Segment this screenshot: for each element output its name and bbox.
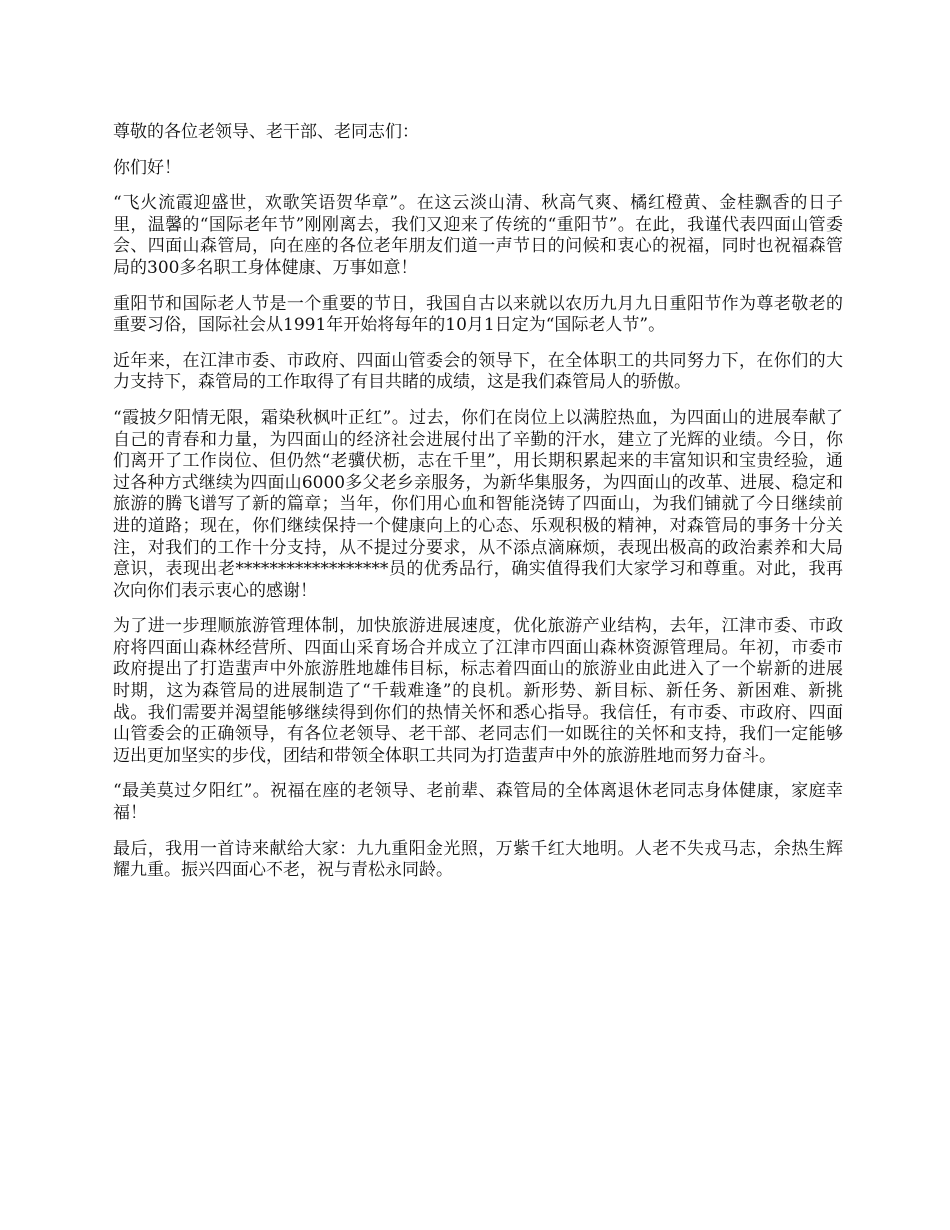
- body-paragraph-achievements: 近年来，在江津市委、市政府、四面山管委会的领导下，在全体职工的共同努力下，在你们的大力支持下，森管局的工作取得了有目共睹的成绩，这是我们森管局人的骄傲。: [113, 350, 843, 393]
- greeting: 你们好！: [113, 157, 181, 178]
- body-paragraph-contributions: “霞披夕阳情无限，霜染秋枫叶正红”。过去，你们在岗位上以满腔热血，为四面山的进展奉献了自己的青春和力量，为四面山的经济社会进展付出了辛勤的汗水，建立了光辉的业绩。今日，你们离开了工作岗位、但仍然“老骥伏枥，志在千里”，用长期积累起来的丰富知识和宝贵经验，通过各种方式继续为四面山6000多父老乡亲服务，为新华集服务，为四面山的改革、进展、稳定和旅游的腾飞谱写了新的篇章；当年，你们用心血和智能浇铸了四面山，为我们铺就了今日继续前进的道路；现在，你们继续保持一个健康向上的心态、乐观积极的精神，对森管局的事务十分关注，对我们的工作十分支持，从不提过分要求，从不添点滴麻烦，表现出极高的政治素养和大局意识，表现出老******************员的优秀品行，确实值得我们大家学习和尊重。对此，我再次向你们表示衷心的感谢！: [113, 407, 843, 601]
- body-paragraph-reform: 为了进一步理顺旅游管理体制，加快旅游进展速度，优化旅游产业结构，去年，江津市委、市政府将四面山森林经营所、四面山采育场合并成立了江津市四面山森林资源管理局。年初，市委市政府提出了打造蜚声中外旅游胜地雄伟目标，标志着四面山的旅游业由此进入了一个崭新的进展时期，这为森管局的进展制造了“千载难逢”的良机。新形势、新目标、新任务、新困难、新挑战。我们需要并渴望能够继续得到你们的热情关怀和悉心指导。我信任，有市委、市政府、四面山管委会的正确领导，有各位老领导、老干部、老同志们一如既往的关怀和支持，我们一定能够迈出更加坚实的步伐，团结和带领全体职工共同为打造蜚声中外的旅游胜地而努力奋斗。: [113, 616, 843, 766]
- closing-poem: 最后，我用一首诗来献给大家：九九重阳金光照，万紫千红大地明。人老不失戎马志，余热生辉耀九重。振兴四面心不老，祝与青松永同龄。: [113, 838, 843, 881]
- document-page: [113, 122, 843, 896]
- body-paragraph-opening: “飞火流霞迎盛世，欢歌笑语贺华章”。在这云淡山清、秋高气爽、橘红橙黄、金桂飘香的日子里，温馨的“国际老年节”刚刚离去，我们又迎来了传统的“重阳节”。在此，我谨代表四面山管委会、四面山森管局，向在座的各位老年朋友们道一声节日的问候和衷心的祝福，同时也祝福森管局的300多名职工身体健康、万事如意！: [113, 193, 843, 278]
- body-paragraph-blessing: “最美莫过夕阳红”。祝福在座的老领导、老前辈、森管局的全体离退休老同志身体健康，家庭幸福！: [113, 781, 843, 824]
- body-paragraph-festival: 重阳节和国际老人节是一个重要的节日，我国自古以来就以农历九月九日重阳节作为尊老敬老的重要习俗，国际社会从1991年开始将每年的10月1日定为“国际老人节”。: [113, 293, 843, 336]
- salutation: 尊敬的各位老领导、老干部、老同志们：: [113, 122, 419, 142]
